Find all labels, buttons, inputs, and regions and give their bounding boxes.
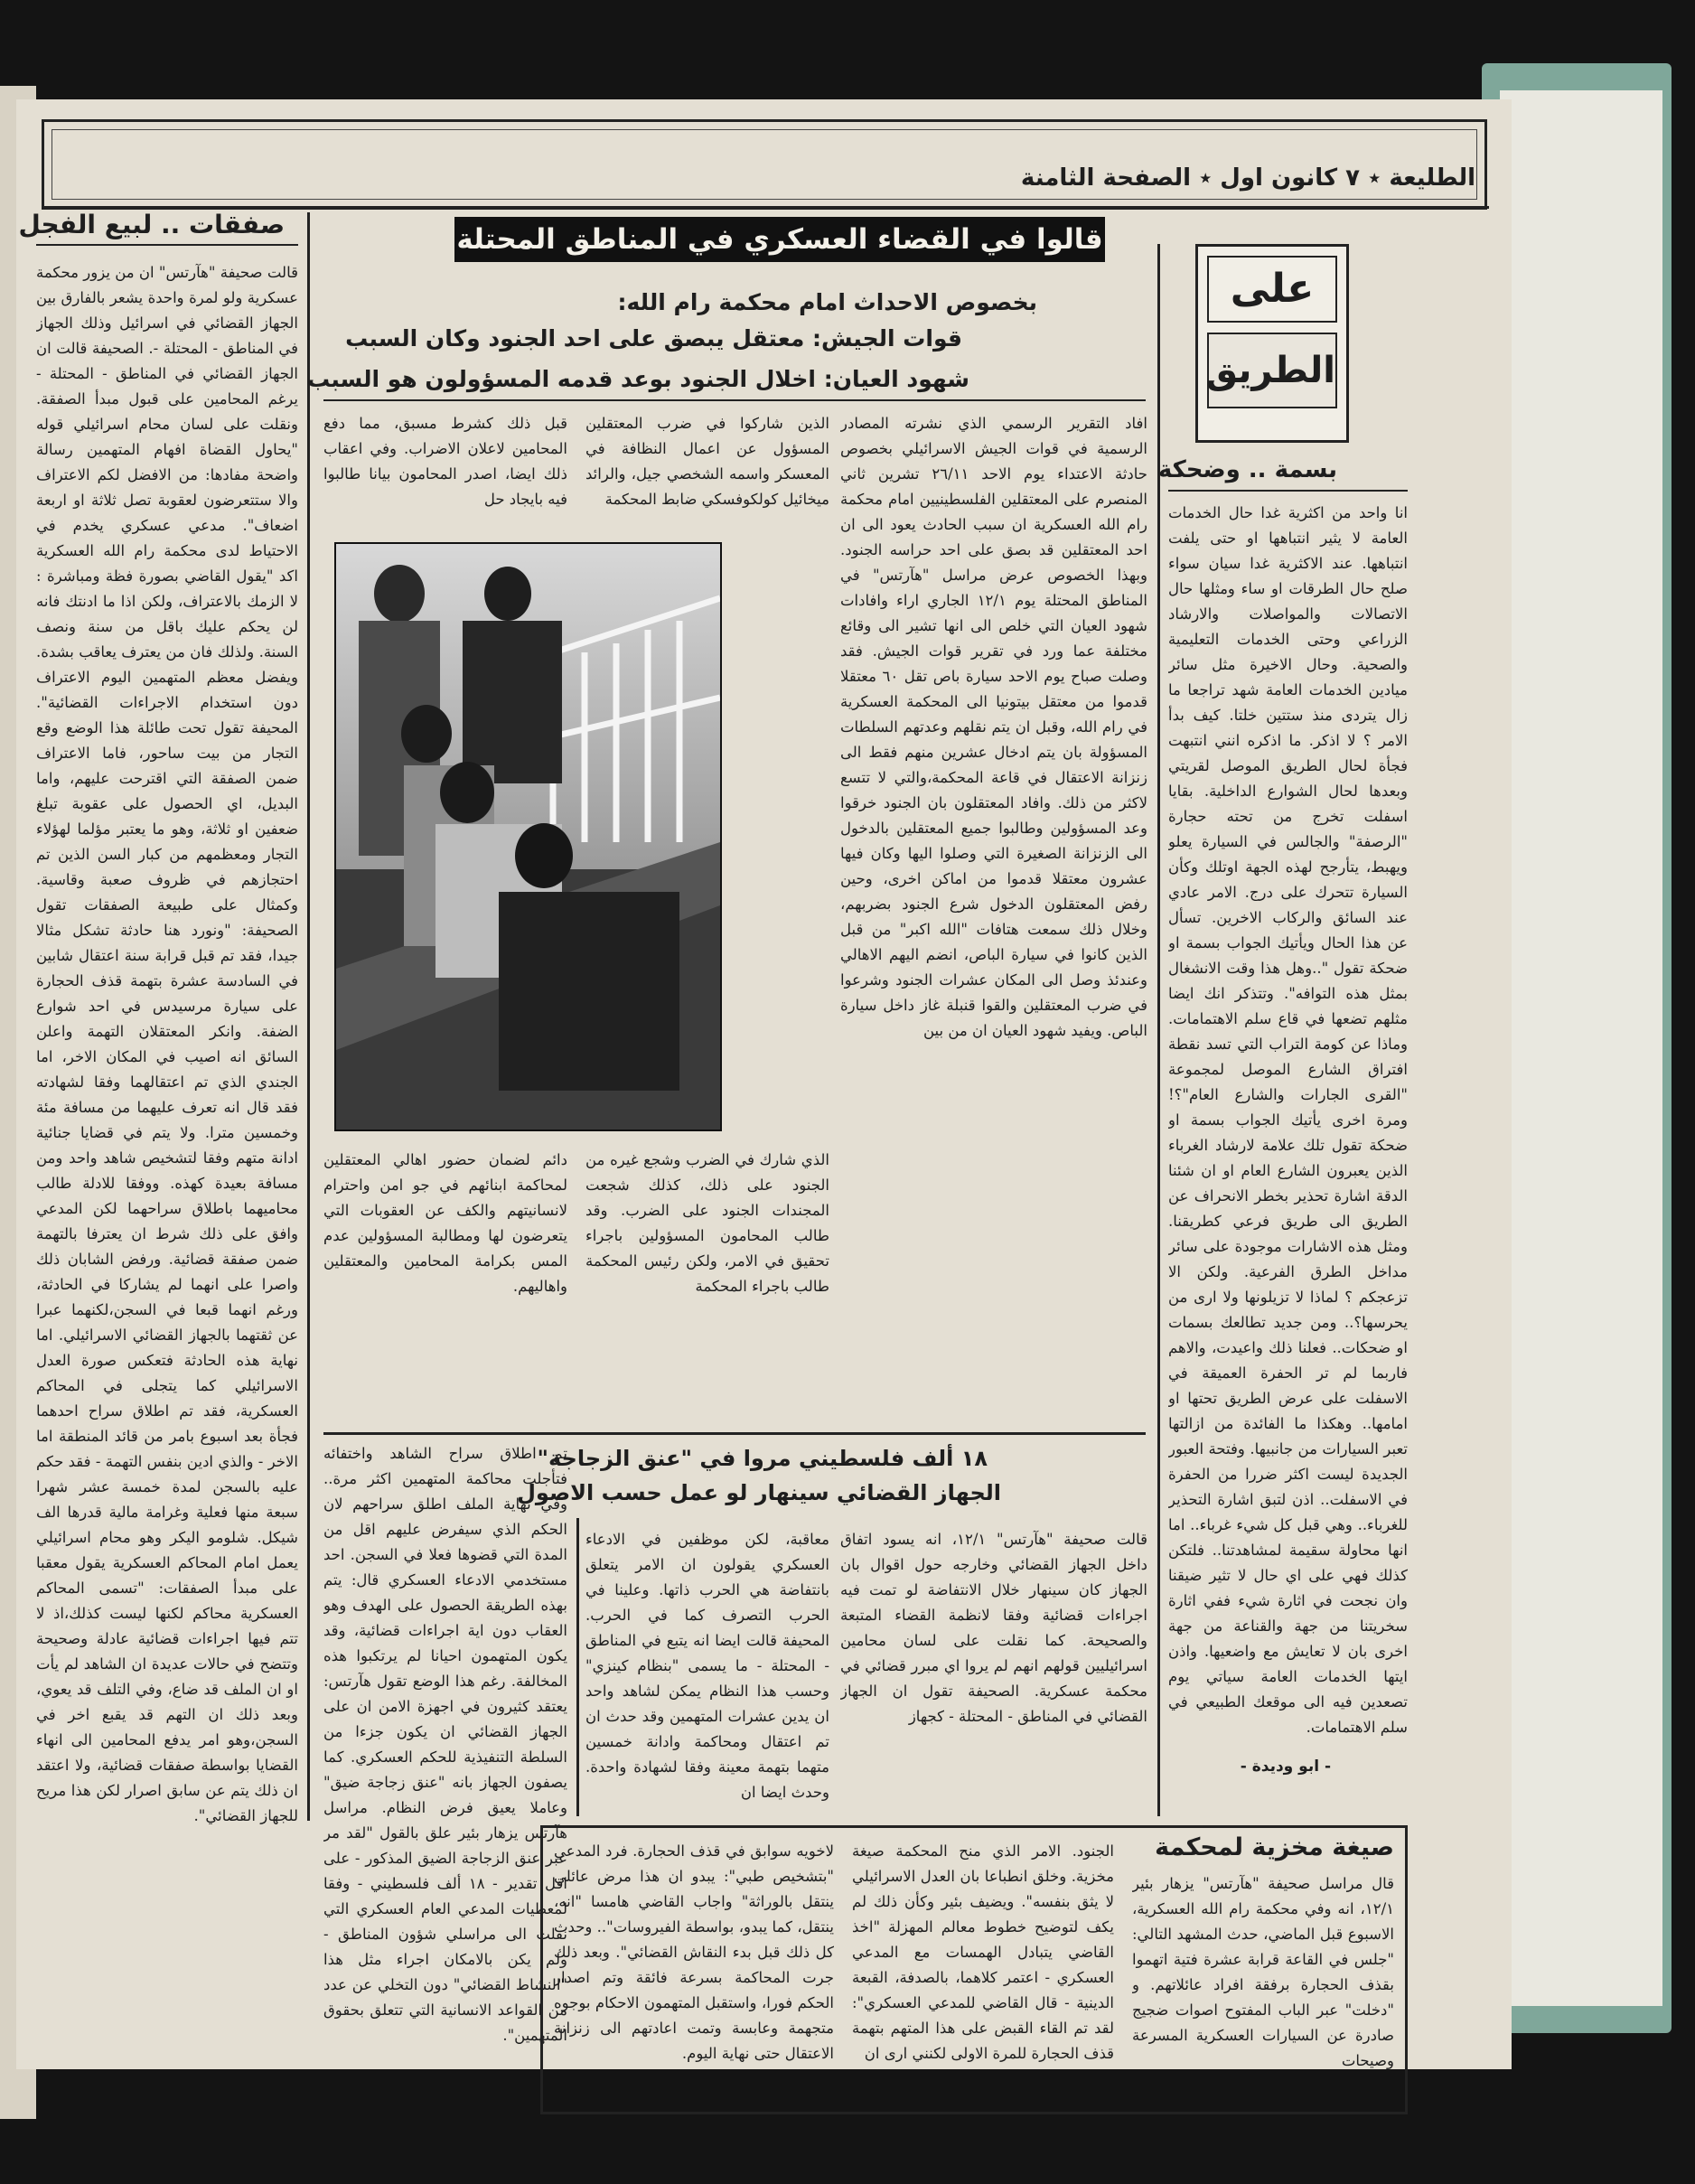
subhead-2: قوات الجيش: معتقل يبصق على احد الجنود وكان السبب	[345, 325, 962, 352]
article-18k-headline-2: الجهاز القضائي سينهار لو عمل حسب الاصول	[517, 1480, 1001, 1505]
left-column-title: صفقات .. لبيع الفجل	[18, 210, 285, 239]
boxed-article-frame	[540, 1825, 1408, 2114]
right-column-signature: - ابو وديدة -	[1240, 1758, 1331, 1776]
left-column-body: قالت صحيفة "هآرتس" ان من يزور محكمة عسكرية ولو لمرة واحدة يشعر بالفارق بين الجهاز القضائي في اسرائيل وذلك الجهاز في المناطق - المحتلة -. الصحيفة قالت ان الجهاز القضائي في المناطق - المحتلة - يرغم المحامين على قبول مبدأ الصفقة. ونقلت على لسان محام اسرائيلي قوله "يحاول القضاة افهام المتهمين رسالة واضحة مفادها: من الافضل لكم الاعتراف والا ستتعرضون لعقوبة تصل ثلاثة او اربعة اضعاف". مدعي عسكري يخدم في الاحتياط لدى محكمة رام الله العسكرية اكد "يقول القاضي بصورة فظة ومباشرة : لا الزمك بالاعتراف، ولكن اذا ما ادنتك فانه لن يحكم عليك باقل من سنة ونصف السنة. ولذلك فان من يعترف يعاقب بشدة. ويفضل معظم المتهمين اليوم الاعتراف دون استخدام الاجراءات القضائية". المحيفة تقول تحت طائلة هذا الوضع وقع التجار من بيت ساحور، فاما الاعتراف ضمن الصفقة التي اقترحت عليهم، واما البديل، اي الحصول على عقوبة تبلغ ضعفين او ثلاثة، وهو ما يعتبر مؤلما لهؤلاء التجار ومعظمهم من كبار السن الذين تم احتجازهم في ظروف صعبة وقاسية. وكمثال على طبيعة الصفقات تقول الصحيفة: "ونورد هنا حادثة تشكل مثالا جيدا، فقد تم قبل قرابة سنة اعتقال شابين في السادسة عشرة بتهمة قذف الحجارة على سيارة مرسيدس في احد شوارع الضفة. وانكر المعتقلان التهمة واعلن السائق انه اصيب في المكان الاخر، اما الجندي الذي تم اعتقالهما وفقا لشهادته فقد قال انه تعرف عليهما من مسافة مئة وخمسين مترا. ولا يتم في قضايا جنائية ادانة متهم وفقا لتشخيص شاهد واحد ومن مسافة بعيدة كهذه. ووفقا للادلة طالب محاميهما باطلاق سراحهما لكن المدعي وافق على ذلك شرط ان يعترفا بالتهمة ضمن صفقة قضائية. ورفض الشابان ذلك واصرا على انهما لم يشاركا في الحادثة، ورغم انهما قبعا في السجن،لكنهما عبرا عن ثقتهما بالجهاز القضائي الاسرائيلي. اما نهاية هذه الحادثة فتعكس صورة العدل الاسرائيلي كما يتجلى في المحاكم العسكرية، فقد تم اطلاق سراح احدهما فجأة بعد اسبوع بامر من قائد المنطقة اما الاخر - والذي ادين بنفس التهمة - فقد حكم عليه بالسجن لمدة خمسة عشر شهرا سبعة منها فعلية وغرامة مالية قدرها الف شيكل. شلومو اليكر وهو محام اسرائيلي يعمل امام المحاكم العسكرية يقول معقبا على مبدأ الصفقات: "تسمى المحاكم العسكرية محاكم لكنها ليست كذلك،اذ لا تتم فيها اجراءات قضائية عادلة وصحيحة وتتضح في حالات عديدة ان الشاهد لم يأت او ان الملف قد ضاع، وفي التلف قد يعوي، وبعد ذلك ان التهم قد يقبع اخر في السجن،وهو امر يدفع المحامين الى انهاء القضايا بواسطة صفقات قضائية، ولا اعتقد ان ذلك يتم عن سابق اصرار لكن هذا مريح للجهاز القضائي".	[36, 264, 298, 1824]
subhead-1: بخصوص الاحداث امام محكمة رام الله:	[617, 289, 1037, 315]
main-article-col-1: افاد التقرير الرسمي الذي نشرته المصادر الرسمية في قوات الجيش الاسرائيلي بخصوص حادثة الاعتداء يوم الاحد ٢٦/١١ تشرين ثاني المنصرم على المعتقلين الفلسطينيين امام محكمة رام الله العسكرية ان سبب الحادث يعود الى ان احد المعتقلين قد بصق على احد حراسه الجنود. وبهذا الخصوص عرض مراسل "هآرتس" في المناطق المحتلة يوم ١٢/١ الجاري اراء وافادات شهود العيان التي خلص الى انها تشير الى وقائع مختلفة عما ورد في تقرير قوات الجيش. فقد وصلت صباح يوم الاحد سيارة باص تقل ٦٠ معتقلا قدموا من معتقل بيتونيا الى المحكمة العسكرية في رام الله، وقبل ان يتم نقلهم وعدتهم السلطات المسؤولة بان يتم ادخال عشرين منهم فقط الى زنزانة الاعتقال في قاعة المحكمة،والتي لا تتسع لاكثر من ذلك. وافاد المعتقلون بان الجنود خرقوا وعد المسؤولين وطالبوا جميع المعتقلين بالدخول الى الزنزانة الصغيرة التي وصلوا اليها وكان فيها عشرون معتقلا قدموا من اماكن اخرى، وحين رفض المعتقلون الدخول شرع الجنود بضربهم، وخلال ذلك سمعت هتافات "الله اكبر" من قبل الذين كانوا في سيارة الباص، انضم اليهم الاهالي وعندئذ وصل الى المكان عشرات الجنود وشرعوا في ضرب المعتقلين والقوا قنبلة غاز داخل سيارة الباص. ويفيد شهود العيان ان من بين	[840, 415, 1147, 1039]
article-separator	[323, 1432, 1146, 1435]
boxed-article-col-2: الجنود. الامر الذي منح المحكمة صيغة مخزية. وخلق انطباعا بان العدل الاسرائيلي لا يثق بنفسه". ويضيف بئير وكأن ذلك لم يكف لتوضيح خطوط معالم المهزلة "اخذ القاضي يتبادل الهمسات مع المدعي العسكري - اعتمر كلاهما، بالصدفة، القبعة الدينية - قال القاضي للمدعي العسكري": لقد تم القاء القبض على هذا المتهم بتهمة قذف الحجارة للمرة الاولى لكنني ارى ان	[852, 1842, 1114, 2062]
detainees-photo	[334, 542, 722, 1131]
binder-inner-page	[1500, 90, 1662, 2006]
boxed-article-col-3: لاخويه سوابق في قذف الحجارة. فرد المدعي "بتشخيص طبي": يبدو ان هذا مرض عائلي ينتقل بالوراثة" واجاب القاضي هامسا "انه، ينتقل، كما يبدو، بواسطة الفيروسات".. وحدث كل ذلك قبل بدء النقاش القضائي". وبعد ذلك جرت المحاكمة بسرعة فائقة وتم اصدار الحكم فورا، واستقبل المتهمون الاحكام بوجوه متجهمة وعابسة وتمت اعادتهم الى زنزانة الاعتقال حتى نهاية اليوم.	[554, 1842, 834, 2062]
right-column-body: انا واحد من اكثرية غدا حال الخدمات العامة لا يثير انتباهها او حتى يلفت انتباهها. عند الاكثرية غدا سيان سواء صلح حال الطرقات او ساء ومثلها حال الاتصالات والمواصلات والارشاد الزراعي وحتى الخدمات التعليمية والصحية. وحال الاخيرة مثل سائر ميادين الخدمات العامة شهد تراجعا ما زال يتردى منذ ستتين خلتا. كيف بدأ الامر ؟ لا اذكر. ما اذكره انني انتبهت فجأة لحال الطريق الموصل لقريتي وبعدها لحال الشوارع الداخلية. بقايا اسفلت تخرج من تحته حجارة "الرصفة" والجالس في السيارة يعلو ويهبط، يتأرجح لهذه الجهة اوتلك وكأن السيارة تتحرك على درج. الامر عادي عند السائق والركاب الاخرين. تسأل عن هذا الحال ويأتيك الجواب بسمة او ضحكة تقول "..وهل هذا وقت الانشغال بمثل هذه التوافه". وتتذكر انك ايضا مثلهم تضعها في قاع سلم الاهتمامات. وماذا عن كومة التراب التي تسد نقطة افتراق الشارع الموصل لمجموعة "القرى الجارات والشارع العام"؟! ومرة اخرى يأتيك الجواب بسمة او ضحكة تقول تلك علامة لارشاد الغرباء الذين يعبرون الشارع العام او ان شئنا الدقة اشارة تحذير بخطر الانحراف عن الطريق الى طريق فرعي كطريقنا. ومثل هذه الاشارات موجودة على سائر مداخل الطرق الفرعية. ولكن الا تزعجكم ؟ لماذا لا تزيلونها ولا ارى من يحرسها؟.. ومن جديد تطالعك بسمات او ضحكات.. فعلنا ذلك واعيدت، والاهم فاربما لم تر الحفرة العميقة في الاسفلت على عرض الطريق تحتها او امامها.. وهكذا ما الفائدة من ازالتها تعبر السيارات من جانبيها. وفتحة العبور الجديدة ليست اكثر ضررا من الحفرة في الاسفلت.. اذن لتبق اشارة التحذير للغرباء.. وهي قبل كل شيء غرباء.. اما انها محاولة سقيمة لمشاهدتنا.. فلتكن كذلك فهي على اي حال لا تثير ضيقنا وان نجحت في اثارة شيء ففي اثارة سخريتنا من جهة والقناعة من جهة اخرى بان لا تعايش مع واضعيها. واذن ايتها الخدمات العامة سياتي يوم تصعدين فيه الى موقعك الطبيعي في سلم الاهتمامات.	[1168, 504, 1408, 1736]
folio-line: الطليعة ٭ ٧ كانون اول ٭ الصفحة الثامنة	[1020, 164, 1475, 192]
header-rule	[43, 206, 1489, 209]
article-18k-col-2: معاقبة، لكن موظفين في الادعاء العسكري يقولون ان الامر يتعلق بانتفاضة هي الحرب ذاتها. وعلينا في الحرب التصرف كما في الحرب. المحيفة قالت ايضا انه يتبع في المناطق - المحتلة - ما يسمى "بنظام كينزي" وحسب هذا النظام يمكن لشاهد واحد ان يدين عشرات المتهمين وقد حدث ان تم اعتقال ومحاكمة وادانة خمسين متهما بتهمة معينة وفقا لشهادة واحدة. وحدث ايضا ان	[585, 1531, 829, 1801]
left-column-rule	[307, 212, 310, 1821]
article-18k-col-1: قالت صحيفة "هآرتس" ١٢/١، انه يسود اتفاق داخل الجهاز القضائي وخارجه حول اقوال بان الجهاز كان سينهار خلال الانتفاضة لو تمت فيه اجراءات قضائية وفقا لانظمة القضاء المتبعة والصحيحة. كما نقلت على لسان محامين اسرائيليين قولهم انهم لم يروا اي مبرر قضائي في محكمة عسكرية. الصحيفة تقول ان الجهاز القضائي في المناطق - المحتلة - كجهاز	[840, 1531, 1147, 1725]
photo-image	[336, 544, 720, 1129]
right-title-rule	[1168, 490, 1408, 492]
logo-line-1: على	[1207, 256, 1337, 323]
article-18k-headline-1: ١٨ ألف فلسطيني مروا في "عنق الزجاجة"	[537, 1446, 988, 1471]
main-article-col-2-bottom: الذي شارك في الضرب وشجع غيره من الجنود على ذلك، كذلك شجعت المجندات الجنود على الضرب. وقد طالب المحامون المسؤولين باجراء تحقيق في الامر، ولكن رئيس المحكمة طالب باجراء المحكمة	[585, 1151, 829, 1295]
right-column-title: بسمة .. وضحكة	[1157, 456, 1337, 483]
newspaper-page	[16, 99, 1512, 2069]
main-article-col-2-top: الذين شاركوا في ضرب المعتقلين المسؤول عن اعمال النظافة في المعسكر واسمه الشخصي جيل، والرائد ميخائيل كولكوفسكي ضابط المحكمة	[585, 415, 829, 508]
boxed-article-col-1: قال مراسل صحيفة "هآرتس" يزهار بئير ١٢/١، انه وفي محكمة رام الله العسكرية، الاسبوع قبل الماضي، حدث المشهد التالي: "جلس في القاعة قرابة عشرة فتية اتهموا بقذف الحجارة برفقة افراد عائلاتهم. و "دخلت" عبر الباب المفتوح اصوات ضجيج صادرة عن السيارات العسكرية المسرعة وصيحات	[1132, 1875, 1394, 2069]
main-article-col-3-top: قبل ذلك كشرط مسبق، مما دفع المحامين لاعلان الاضراب. وفي اعقاب ذلك ايضا، اصدر المحامون بيانا طالبوا فيه بايجاد حل	[323, 415, 567, 508]
article-18k-col-3: تم اطلاق سراح الشاهد واختفائه فتأجلت محاكمة المتهمين اكثر مرة.. وفي نهاية الملف اطلق سراحهم لان الحكم الذي سيفرض عليهم اقل من المدة التي قضوها فعلا في السجن. احد مستخدمي الادعاء العسكري قال: يتم بهذه الطريقة الحصول على الهدف وهو العقاب دون اية اجراءات قضائية، وقد يكون المتهمون احيانا لم يرتكبوا هذه المخالفة. رغم هذا الوضع تقول هآرتس: يعتقد كثيرون في اجهزة الامن ان على الجهاز القضائي ان يكون جزءا من السلطة التنفيذية للحكم العسكري. كما يصفون الجهاز بانه "عنق زجاجة ضيق" وعاملا يعيق فرض النظام. مراسل هآرتس يزهار بئير علق بالقول "لقد مر عبر عنق الزجاجة الضيق المذكور - على اقل تقدير - ١٨ ألف فلسطيني - وفقا لمعطيات المدعي العام العسكري التي نقلت الى مراسلي شؤون المناطق - ولم يكن بالامكان اجراء مثل هذا "النشاط القضائي" دون التخلي عن عدد من القواعد الانسانية التي تتعلق بحقوق المتهمين".	[323, 1445, 567, 2044]
main-article-col-3-bottom: دائم لضمان حضور اهالي المعتقلين لمحاكمة ابنائهم في جو امن واحترام لانسانيتهم والكف عن العقوبات التي يتعرضون لها ومطالبة المسؤولين عدم المس بكرامة المحامين والمعتقلين واهاليهم.	[323, 1151, 567, 1295]
banner-headline: قالوا في القضاء العسكري في المناطق المحتلة	[454, 217, 1105, 262]
subhead-3: شهود العيان: اخلال الجنود بوعد قدمه المسؤولون هو السبب	[306, 366, 969, 392]
boxed-article-title: صيغة مخزية لمحكمة	[1155, 1833, 1394, 1861]
logo-line-2: الطريق	[1207, 333, 1337, 408]
article-18k-rule-1	[576, 1518, 579, 1816]
left-title-rule	[36, 244, 298, 246]
subhead-rule	[323, 399, 1146, 401]
ala-altariq-logo	[1195, 244, 1349, 443]
